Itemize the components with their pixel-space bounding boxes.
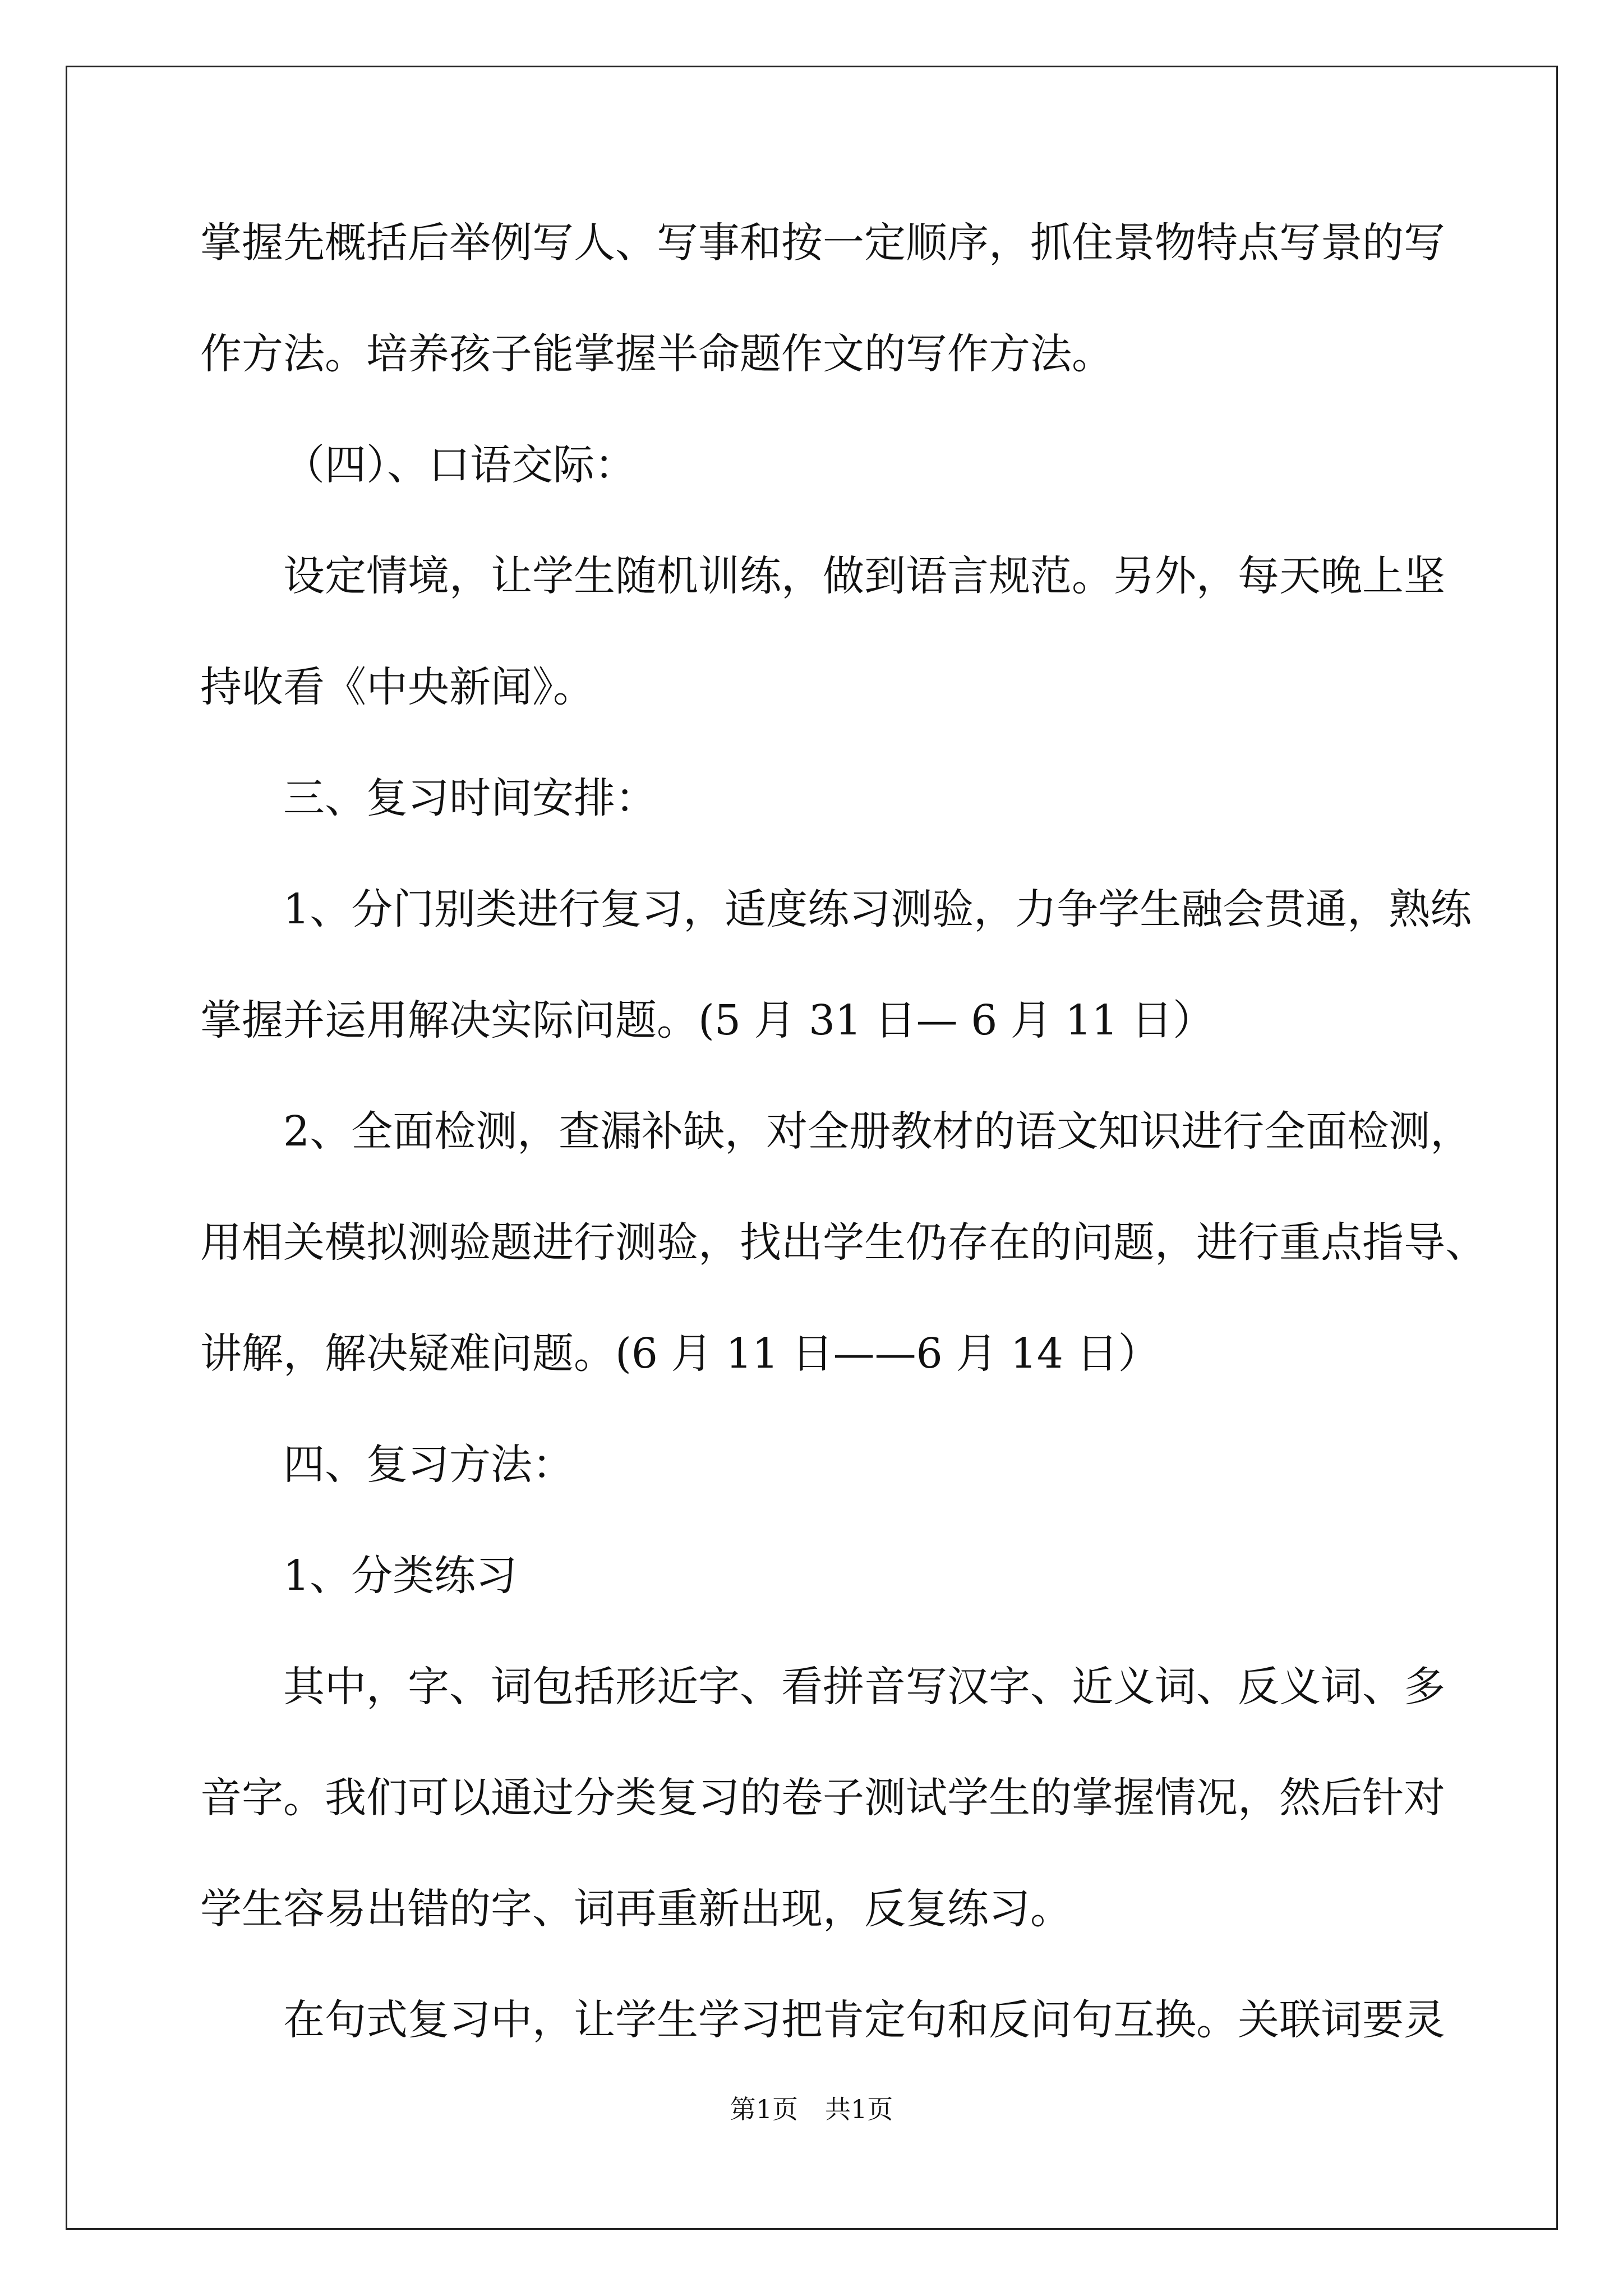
text-line: 掌握并运用解决实际问题。(5 月 31 日— 6 月 11 日） — [200, 996, 1215, 1045]
current-page-label: 第1页 — [730, 2094, 798, 2124]
text-line: 设定情境，让学生随机训练，做到语言规范。另外，每天晚上坚 — [283, 552, 1445, 600]
section-heading: （四）、口语交际： — [283, 441, 636, 489]
text-line: 在句式复习中，让学生学习把肯定句和反问句互换。关联词要灵 — [283, 1996, 1445, 2044]
text-line: 学生容易出错的字、词再重新出现，反复练习。 — [200, 1885, 1072, 1933]
page-footer — [0, 2092, 1623, 2126]
text-line: 掌握先概括后举例写人、写事和按一定顺序，抓住景物特点写景的写 — [200, 219, 1445, 267]
section-heading: 四、复习方法： — [283, 1441, 574, 1489]
text-line: 2、全面检测，查漏补缺，对全册教材的语文知识进行全面检测， — [283, 1107, 1472, 1156]
text-line: 讲解，解决疑难问题。(6 月 11 日——6 月 14 日） — [200, 1329, 1160, 1378]
subsection-heading: 1、分类练习 — [283, 1552, 518, 1600]
text-line: 其中，字、词包括形近字、看拼音写汉字、近义词、反义词、多 — [283, 1663, 1445, 1711]
text-line: 音字。我们可以通过分类复习的卷子测试学生的掌握情况，然后针对 — [200, 1774, 1445, 1822]
text-line: 用相关模拟测验题进行测验，找出学生仍存在的问题，进行重点指导、 — [200, 1218, 1487, 1267]
text-line: 持收看《中央新闻》。 — [200, 663, 594, 711]
text-line: 作方法。培养孩子能掌握半命题作文的写作方法。 — [200, 330, 1113, 378]
total-pages-label: 共1页 — [825, 2094, 893, 2124]
text-line: 1、分门别类进行复习，适度练习测验，力争学生融会贯通，熟练 — [283, 885, 1472, 933]
section-heading: 三、复习时间安排： — [283, 774, 657, 822]
